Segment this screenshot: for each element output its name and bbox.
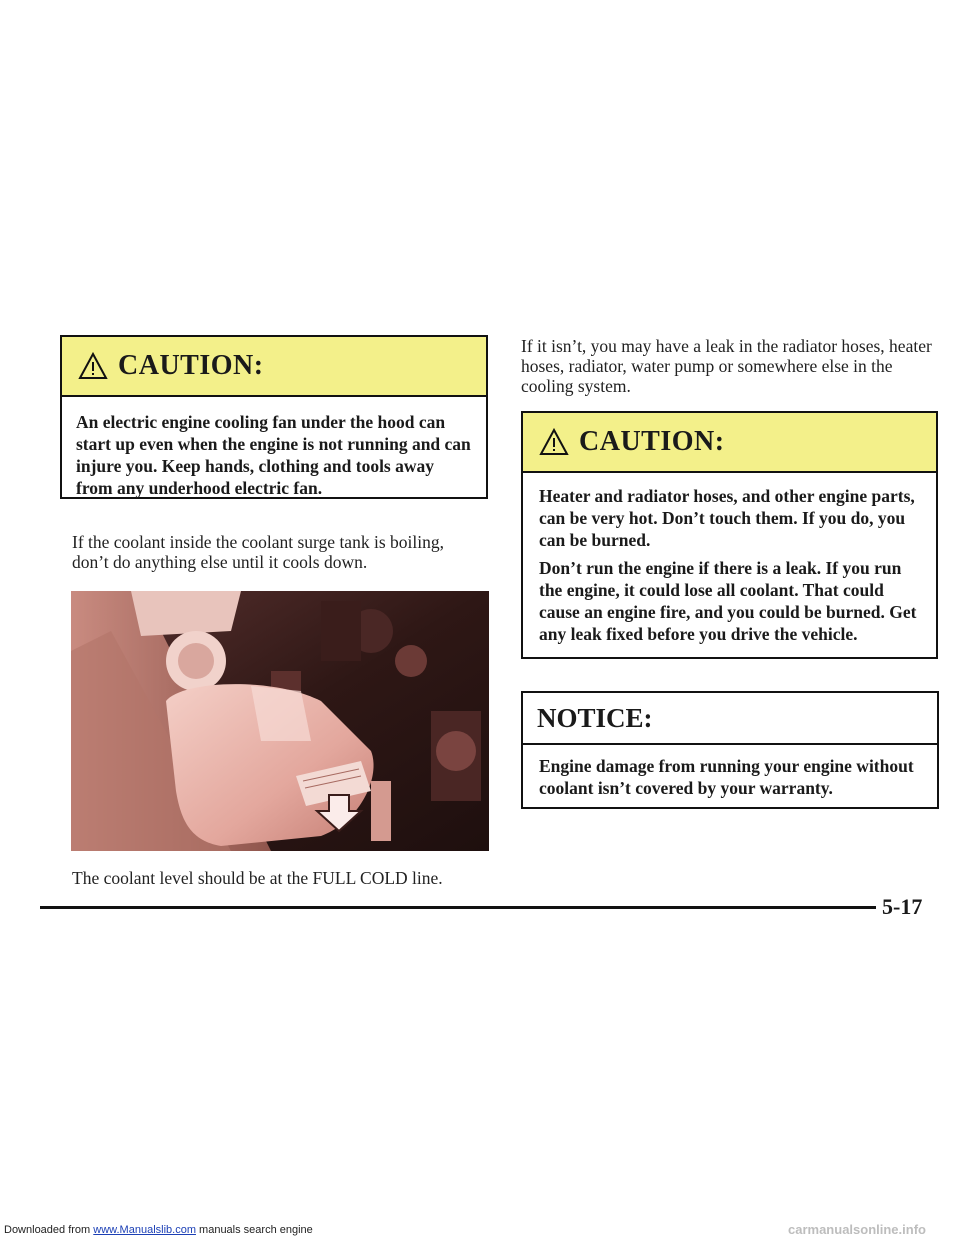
notice-box [521, 691, 939, 809]
download-prefix: Downloaded from [4, 1224, 94, 1236]
caution-header [62, 337, 486, 397]
caution-paragraph-1: Heater and radiator hoses, and other engine parts, can be very hot. Don’t touch them. If you do, you can be burned. [539, 486, 915, 550]
notice-header [523, 693, 937, 745]
download-credit [4, 1224, 313, 1236]
caution-paragraph-2: Don’t run the engine if there is a leak. If you run the engine, it could lose all coolant. That could cause an engine fire, and you could be burned. Get any leak fixed before you drive the vehicle. [539, 558, 917, 644]
notice-title: NOTICE: [537, 702, 653, 733]
caution-box-left [60, 335, 488, 499]
coolant-boiling-paragraph: If the coolant inside the coolant surge tank is boiling, don’t do anything else until it cools down. [72, 532, 444, 572]
manualslib-link[interactable]: www.Manualslib.com [93, 1224, 196, 1236]
caution-box-right [521, 411, 938, 659]
leak-paragraph: If it isn’t, you may have a leak in the radiator hoses, heater hoses, radiator, water pump or somewhere else in the cooling system. [521, 336, 932, 396]
caution-title: CAUTION: [579, 426, 725, 457]
coolant-surge-tank-photo [71, 591, 489, 851]
notice-paragraph: Engine damage from running your engine without coolant isn’t covered by your warranty. [539, 756, 914, 798]
caution-title: CAUTION: [118, 350, 264, 381]
caution-text [523, 473, 936, 645]
watermark: carmanualsonline.info [788, 1222, 926, 1237]
photo-caption: The coolant level should be at the FULL COLD line. [72, 868, 443, 888]
notice-text [523, 745, 937, 799]
caution-paragraph: An electric engine cooling fan under the hood can start up even when the engine is not running and can injure you. Keep hands, clothing and tools away from any underhood electric fan. [76, 412, 471, 498]
caution-text [62, 397, 486, 499]
download-suffix: manuals search engine [195, 1224, 313, 1236]
warning-triangle-icon [78, 352, 108, 380]
footer-rule [40, 906, 876, 909]
caution-header [523, 413, 936, 473]
page-number: 5-17 [882, 894, 923, 919]
engine-bay-image [71, 591, 489, 851]
warning-triangle-icon [539, 428, 569, 456]
